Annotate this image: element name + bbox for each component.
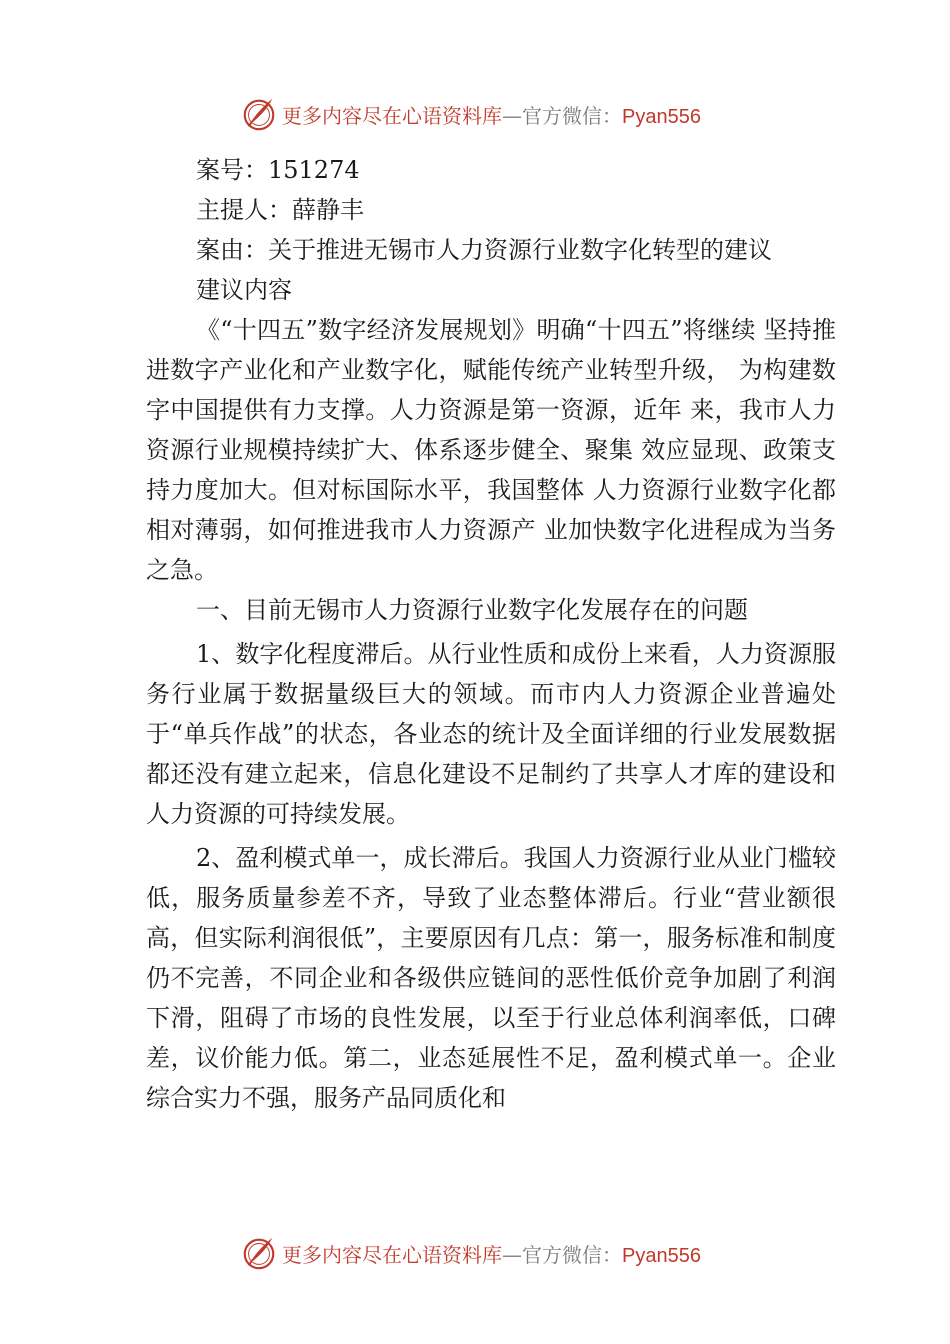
quill-seal-logo-icon xyxy=(240,1234,278,1272)
banner-main-text: 更多内容尽在心语资料库 xyxy=(282,103,502,128)
banner-text xyxy=(282,100,701,129)
document-body xyxy=(146,150,836,1118)
banner-separator: — xyxy=(502,1242,522,1267)
banner-main-text: 更多内容尽在心语资料库 xyxy=(282,1242,502,1267)
point-2-paragraph: 2、盈利模式单一，成长滞后。我国人力资源行业从业门槛较低，服务质量参差不齐，导致了业态整体滞后。行业“营业额很高，但实际利润很低”，主要原因有几点：第一，服务标准和制度仍不完善，不同企业和各级供应链间的恶性低价竞争加剧了利润下滑，阻碍了市场的良性发展，以至于行业总体利润率低，口碑差，议价能力低。第二，业态延展性不足，盈利模式单一。企业综合实力不强，服务产品同质化和 xyxy=(146,844,836,1112)
header-banner xyxy=(240,94,760,134)
banner-wechat-id: Pyan556 xyxy=(622,1244,701,1267)
proposer: 主提人：薛静丰 xyxy=(196,196,364,224)
point-1-paragraph: 1、数字化程度滞后。从行业性质和成份上来看，人力资源服务行业属于数据量级巨大的领域。而市内人力资源企业普遍处于“单兵作战”的状态，各业态的统计及全面详细的行业发展数据都还没有建立起来，信息化建设不足制约了共享人才库的建设和人力资源的可持续发展。 xyxy=(146,640,836,828)
quill-seal-logo-icon xyxy=(240,95,278,133)
footer-banner xyxy=(240,1233,760,1273)
intro-paragraph: 《“十四五”数字经济发展规划》明确“十四五”将继续 坚持推进数字产业化和产业数字化，赋能传统产业转型升级， 为构建数字中国提供有力支撑。人力资源是第一资源，近年 来，我市人力资源行业规模持续扩大、体系逐步健全、聚集 效应显现、政策支持力度加大。但对标国际水平，我国整体 人力资源行业数字化都相对薄弱，如何推进我市人力资源产 业加快数字化进程成为当务之急。 xyxy=(146,316,836,584)
heading-problems: 一、目前无锡市人力资源行业数字化发展存在的问题 xyxy=(196,596,748,624)
case-subject: 案由：关于推进无锡市人力资源行业数字化转型的建议 xyxy=(196,236,772,264)
banner-text xyxy=(282,1239,701,1268)
section-title: 建议内容 xyxy=(196,276,292,304)
case-number: 案号：151274 xyxy=(196,156,360,184)
banner-separator: — xyxy=(502,103,522,128)
banner-wechat-id: Pyan556 xyxy=(622,105,701,128)
banner-wechat-label: 官方微信： xyxy=(522,103,622,128)
banner-wechat-label: 官方微信： xyxy=(522,1242,622,1267)
